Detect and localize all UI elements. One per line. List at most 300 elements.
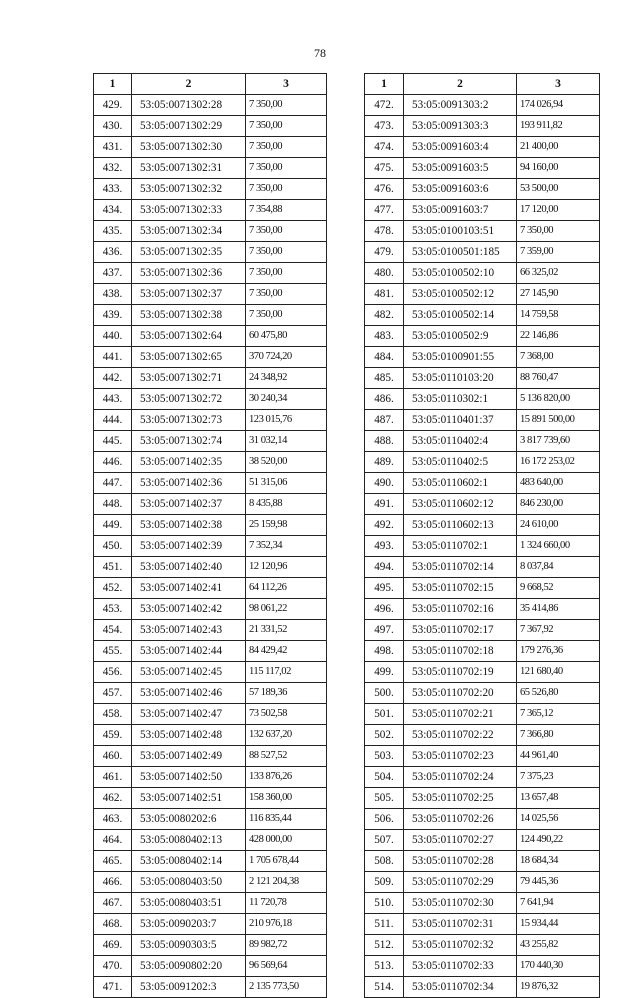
table-row — [365, 452, 600, 473]
table-row — [94, 935, 327, 956]
value-cell: 115 117,02 — [246, 662, 327, 683]
value-cell: 21 400,00 — [517, 137, 600, 158]
value-cell: 96 569,64 — [246, 956, 327, 977]
row-number: 490. — [365, 473, 404, 494]
row-number: 513. — [365, 956, 404, 977]
table-row — [94, 242, 327, 263]
value-cell: 7 350,00 — [246, 242, 327, 263]
value-cell: 7 350,00 — [517, 221, 600, 242]
row-number: 461. — [94, 767, 132, 788]
value-cell: 370 724,20 — [246, 347, 327, 368]
cadastral-number: 53:05:0071302:37 — [132, 284, 246, 305]
table-row — [94, 179, 327, 200]
cadastral-number: 53:05:0071402:47 — [132, 704, 246, 725]
value-cell: 31 032,14 — [246, 431, 327, 452]
value-cell: 88 760,47 — [517, 368, 600, 389]
value-cell: 17 120,00 — [517, 200, 600, 221]
value-cell: 210 976,18 — [246, 914, 327, 935]
table-row — [365, 620, 600, 641]
row-number: 439. — [94, 305, 132, 326]
value-cell: 12 120,96 — [246, 557, 327, 578]
cadastral-number: 53:05:0080403:50 — [132, 872, 246, 893]
cadastral-number: 53:05:0071302:28 — [132, 95, 246, 116]
table-row — [94, 137, 327, 158]
value-cell: 24 610,00 — [517, 515, 600, 536]
cadastral-number: 53:05:0071402:40 — [132, 557, 246, 578]
cadastral-number: 53:05:0100901:55 — [404, 347, 517, 368]
row-number: 479. — [365, 242, 404, 263]
table-row — [365, 830, 600, 851]
value-cell: 25 159,98 — [246, 515, 327, 536]
value-cell: 44 961,40 — [517, 746, 600, 767]
row-number: 478. — [365, 221, 404, 242]
cadastral-number: 53:05:0110702:34 — [404, 977, 517, 998]
row-number: 474. — [365, 137, 404, 158]
value-cell: 14 025,56 — [517, 809, 600, 830]
table-row — [365, 662, 600, 683]
table-row — [365, 851, 600, 872]
value-cell: 89 982,72 — [246, 935, 327, 956]
cadastral-number: 53:05:0110602:13 — [404, 515, 517, 536]
cadastral-number: 53:05:0071402:43 — [132, 620, 246, 641]
table-row — [365, 284, 600, 305]
table-row — [365, 347, 600, 368]
value-cell: 158 360,00 — [246, 788, 327, 809]
value-cell: 7 359,00 — [517, 242, 600, 263]
cadastral-number: 53:05:0110402:4 — [404, 431, 517, 452]
table-row — [94, 263, 327, 284]
cadastral-number: 53:05:0110702:22 — [404, 725, 517, 746]
value-cell: 66 325,02 — [517, 263, 600, 284]
value-cell: 22 146,86 — [517, 326, 600, 347]
row-number: 467. — [94, 893, 132, 914]
value-cell: 64 112,26 — [246, 578, 327, 599]
value-cell: 53 500,00 — [517, 179, 600, 200]
row-number: 486. — [365, 389, 404, 410]
table-row — [94, 977, 327, 998]
value-cell: 2 121 204,38 — [246, 872, 327, 893]
row-number: 469. — [94, 935, 132, 956]
right-table — [364, 73, 600, 998]
value-cell: 7 350,00 — [246, 305, 327, 326]
row-number: 494. — [365, 557, 404, 578]
row-number: 455. — [94, 641, 132, 662]
cadastral-number: 53:05:0090203:7 — [132, 914, 246, 935]
table-row — [365, 704, 600, 725]
cadastral-number: 53:05:0071302:65 — [132, 347, 246, 368]
cadastral-number: 53:05:0110702:19 — [404, 662, 517, 683]
row-number: 436. — [94, 242, 132, 263]
cadastral-number: 53:05:0071302:36 — [132, 263, 246, 284]
cadastral-number: 53:05:0100103:51 — [404, 221, 517, 242]
cadastral-number: 53:05:0110702:32 — [404, 935, 517, 956]
value-cell: 43 255,82 — [517, 935, 600, 956]
table-row — [94, 515, 327, 536]
table-row — [94, 389, 327, 410]
cadastral-number: 53:05:0071302:29 — [132, 116, 246, 137]
value-cell: 24 348,92 — [246, 368, 327, 389]
cadastral-number: 53:05:0071302:72 — [132, 389, 246, 410]
cadastral-number: 53:05:0071302:71 — [132, 368, 246, 389]
value-cell: 8 435,88 — [246, 494, 327, 515]
row-number: 483. — [365, 326, 404, 347]
table-row — [94, 641, 327, 662]
row-number: 440. — [94, 326, 132, 347]
cadastral-number: 53:05:0100502:9 — [404, 326, 517, 347]
table-row — [365, 263, 600, 284]
cadastral-number: 53:05:0110702:31 — [404, 914, 517, 935]
table-header-row — [365, 74, 600, 95]
table-row — [94, 347, 327, 368]
table-row — [94, 95, 327, 116]
row-number: 508. — [365, 851, 404, 872]
row-number: 468. — [94, 914, 132, 935]
table-row — [94, 431, 327, 452]
row-number: 502. — [365, 725, 404, 746]
value-cell: 2 135 773,50 — [246, 977, 327, 998]
row-number: 458. — [94, 704, 132, 725]
row-number: 505. — [365, 788, 404, 809]
value-cell: 9 668,52 — [517, 578, 600, 599]
cadastral-number: 53:05:0080202:6 — [132, 809, 246, 830]
cadastral-number: 53:05:0110702:24 — [404, 767, 517, 788]
table-row — [94, 725, 327, 746]
table-row — [365, 410, 600, 431]
table-row — [94, 578, 327, 599]
cadastral-number: 53:05:0071402:50 — [132, 767, 246, 788]
row-number: 447. — [94, 473, 132, 494]
cadastral-number: 53:05:0110702:17 — [404, 620, 517, 641]
table-row — [365, 893, 600, 914]
cadastral-number: 53:05:0071302:34 — [132, 221, 246, 242]
cadastral-number: 53:05:0110401:37 — [404, 410, 517, 431]
table-row — [94, 599, 327, 620]
cadastral-number: 53:05:0100502:14 — [404, 305, 517, 326]
row-number: 489. — [365, 452, 404, 473]
table-row — [94, 536, 327, 557]
value-cell: 7 354,88 — [246, 200, 327, 221]
value-cell: 21 331,52 — [246, 620, 327, 641]
table-row — [94, 221, 327, 242]
table-row — [94, 851, 327, 872]
value-cell: 73 502,58 — [246, 704, 327, 725]
cadastral-number: 53:05:0100502:12 — [404, 284, 517, 305]
row-number: 487. — [365, 410, 404, 431]
table-row — [365, 683, 600, 704]
row-number: 482. — [365, 305, 404, 326]
row-number: 438. — [94, 284, 132, 305]
row-number: 430. — [94, 116, 132, 137]
column-header-3: 3 — [246, 74, 327, 95]
table-row — [94, 368, 327, 389]
cadastral-number: 53:05:0071402:38 — [132, 515, 246, 536]
row-number: 448. — [94, 494, 132, 515]
left-table — [93, 73, 327, 998]
row-number: 435. — [94, 221, 132, 242]
table-row — [365, 725, 600, 746]
row-number: 511. — [365, 914, 404, 935]
table-row — [365, 158, 600, 179]
table-row — [94, 200, 327, 221]
value-cell: 3 817 739,60 — [517, 431, 600, 452]
cadastral-number: 53:05:0110702:14 — [404, 557, 517, 578]
cadastral-number: 53:05:0071402:35 — [132, 452, 246, 473]
row-number: 446. — [94, 452, 132, 473]
value-cell: 19 876,32 — [517, 977, 600, 998]
table-row — [94, 452, 327, 473]
cadastral-number: 53:05:0071302:31 — [132, 158, 246, 179]
cadastral-number: 53:05:0100501:185 — [404, 242, 517, 263]
table-row — [365, 95, 600, 116]
row-number: 504. — [365, 767, 404, 788]
value-cell: 7 366,80 — [517, 725, 600, 746]
table-row — [94, 704, 327, 725]
cadastral-number: 53:05:0110302:1 — [404, 389, 517, 410]
table-row — [94, 284, 327, 305]
table-row — [94, 620, 327, 641]
table-row — [365, 641, 600, 662]
cadastral-number: 53:05:0110702:29 — [404, 872, 517, 893]
value-cell: 5 136 820,00 — [517, 389, 600, 410]
table-row — [365, 473, 600, 494]
table-row — [94, 872, 327, 893]
left-table-body — [94, 95, 327, 998]
value-cell: 7 350,00 — [246, 137, 327, 158]
cadastral-number: 53:05:0071402:48 — [132, 725, 246, 746]
table-row — [94, 788, 327, 809]
row-number: 466. — [94, 872, 132, 893]
value-cell: 7 350,00 — [246, 158, 327, 179]
cadastral-number: 53:05:0090802:20 — [132, 956, 246, 977]
table-row — [94, 830, 327, 851]
table-row — [94, 557, 327, 578]
column-header-2: 2 — [132, 74, 246, 95]
value-cell: 57 189,36 — [246, 683, 327, 704]
value-cell: 11 720,78 — [246, 893, 327, 914]
table-row — [365, 137, 600, 158]
table-row — [365, 116, 600, 137]
table-row — [365, 557, 600, 578]
value-cell: 1 324 660,00 — [517, 536, 600, 557]
value-cell: 18 684,34 — [517, 851, 600, 872]
table-row — [94, 494, 327, 515]
table-row — [365, 494, 600, 515]
value-cell: 51 315,06 — [246, 473, 327, 494]
cadastral-number: 53:05:0071302:30 — [132, 137, 246, 158]
row-number: 507. — [365, 830, 404, 851]
cadastral-number: 53:05:0110702:33 — [404, 956, 517, 977]
row-number: 444. — [94, 410, 132, 431]
row-number: 429. — [94, 95, 132, 116]
value-cell: 7 350,00 — [246, 116, 327, 137]
cadastral-number: 53:05:0091202:3 — [132, 977, 246, 998]
cadastral-number: 53:05:0071402:42 — [132, 599, 246, 620]
value-cell: 7 367,92 — [517, 620, 600, 641]
row-number: 434. — [94, 200, 132, 221]
table-row — [94, 746, 327, 767]
value-cell: 1 705 678,44 — [246, 851, 327, 872]
value-cell: 123 015,76 — [246, 410, 327, 431]
value-cell: 7 368,00 — [517, 347, 600, 368]
table-row — [94, 767, 327, 788]
value-cell: 193 911,82 — [517, 116, 600, 137]
cadastral-number: 53:05:0071402:46 — [132, 683, 246, 704]
table-row — [365, 305, 600, 326]
table-row — [365, 788, 600, 809]
value-cell: 174 026,94 — [517, 95, 600, 116]
row-number: 506. — [365, 809, 404, 830]
cadastral-number: 53:05:0071302:74 — [132, 431, 246, 452]
value-cell: 35 414,86 — [517, 599, 600, 620]
table-row — [365, 935, 600, 956]
cadastral-number: 53:05:0091303:3 — [404, 116, 517, 137]
row-number: 449. — [94, 515, 132, 536]
cadastral-number: 53:05:0091603:4 — [404, 137, 517, 158]
table-row — [365, 431, 600, 452]
value-cell: 170 440,30 — [517, 956, 600, 977]
row-number: 496. — [365, 599, 404, 620]
value-cell: 124 490,22 — [517, 830, 600, 851]
row-number: 442. — [94, 368, 132, 389]
cadastral-number: 53:05:0110702:20 — [404, 683, 517, 704]
value-cell: 38 520,00 — [246, 452, 327, 473]
row-number: 445. — [94, 431, 132, 452]
page-number: 78 — [314, 46, 326, 60]
cadastral-number: 53:05:0080402:14 — [132, 851, 246, 872]
cadastral-number: 53:05:0110103:20 — [404, 368, 517, 389]
value-cell: 60 475,80 — [246, 326, 327, 347]
cadastral-number: 53:05:0110702:21 — [404, 704, 517, 725]
value-cell: 94 160,00 — [517, 158, 600, 179]
cadastral-number: 53:05:0110602:1 — [404, 473, 517, 494]
cadastral-number: 53:05:0071302:33 — [132, 200, 246, 221]
value-cell: 7 350,00 — [246, 263, 327, 284]
value-cell: 7 350,00 — [246, 95, 327, 116]
row-number: 485. — [365, 368, 404, 389]
table-row — [365, 515, 600, 536]
row-number: 472. — [365, 95, 404, 116]
row-number: 477. — [365, 200, 404, 221]
row-number: 512. — [365, 935, 404, 956]
cadastral-number: 53:05:0080402:13 — [132, 830, 246, 851]
row-number: 471. — [94, 977, 132, 998]
row-number: 495. — [365, 578, 404, 599]
row-number: 501. — [365, 704, 404, 725]
value-cell: 7 350,00 — [246, 221, 327, 242]
row-number: 453. — [94, 599, 132, 620]
row-number: 432. — [94, 158, 132, 179]
value-cell: 27 145,90 — [517, 284, 600, 305]
cadastral-number: 53:05:0091303:2 — [404, 95, 517, 116]
value-cell: 179 276,36 — [517, 641, 600, 662]
table-row — [365, 389, 600, 410]
row-number: 452. — [94, 578, 132, 599]
row-number: 500. — [365, 683, 404, 704]
row-number: 463. — [94, 809, 132, 830]
value-cell: 15 934,44 — [517, 914, 600, 935]
row-number: 465. — [94, 851, 132, 872]
table-row — [94, 305, 327, 326]
row-number: 456. — [94, 662, 132, 683]
table-row — [365, 242, 600, 263]
column-header-1: 1 — [365, 74, 404, 95]
value-cell: 16 172 253,02 — [517, 452, 600, 473]
value-cell: 7 350,00 — [246, 179, 327, 200]
cadastral-number: 53:05:0110702:28 — [404, 851, 517, 872]
table-header-row — [94, 74, 327, 95]
cadastral-number: 53:05:0071302:38 — [132, 305, 246, 326]
table-row — [365, 179, 600, 200]
table-row — [365, 368, 600, 389]
value-cell: 79 445,36 — [517, 872, 600, 893]
cadastral-number: 53:05:0071302:35 — [132, 242, 246, 263]
row-number: 450. — [94, 536, 132, 557]
row-number: 476. — [365, 179, 404, 200]
value-cell: 88 527,52 — [246, 746, 327, 767]
table-row — [94, 410, 327, 431]
cadastral-number: 53:05:0110702:27 — [404, 830, 517, 851]
row-number: 492. — [365, 515, 404, 536]
table-row — [365, 200, 600, 221]
cadastral-number: 53:05:0110702:25 — [404, 788, 517, 809]
row-number: 459. — [94, 725, 132, 746]
cadastral-number: 53:05:0110702:26 — [404, 809, 517, 830]
cadastral-number: 53:05:0071402:49 — [132, 746, 246, 767]
row-number: 437. — [94, 263, 132, 284]
row-number: 503. — [365, 746, 404, 767]
cadastral-number: 53:05:0091603:5 — [404, 158, 517, 179]
cadastral-number: 53:05:0110702:16 — [404, 599, 517, 620]
cadastral-number: 53:05:0090303:5 — [132, 935, 246, 956]
cadastral-number: 53:05:0091603:6 — [404, 179, 517, 200]
value-cell: 98 061,22 — [246, 599, 327, 620]
row-number: 454. — [94, 620, 132, 641]
cadastral-number: 53:05:0110602:12 — [404, 494, 517, 515]
table-row — [365, 326, 600, 347]
table-row — [94, 914, 327, 935]
cadastral-number: 53:05:0071402:37 — [132, 494, 246, 515]
row-number: 499. — [365, 662, 404, 683]
row-number: 462. — [94, 788, 132, 809]
table-row — [94, 893, 327, 914]
table-row — [365, 914, 600, 935]
cadastral-number: 53:05:0110702:1 — [404, 536, 517, 557]
value-cell: 7 365,12 — [517, 704, 600, 725]
cadastral-number: 53:05:0071402:51 — [132, 788, 246, 809]
row-number: 475. — [365, 158, 404, 179]
cadastral-number: 53:05:0071302:73 — [132, 410, 246, 431]
row-number: 451. — [94, 557, 132, 578]
table-row — [365, 956, 600, 977]
column-header-2: 2 — [404, 74, 517, 95]
cadastral-number: 53:05:0071402:45 — [132, 662, 246, 683]
table-row — [365, 809, 600, 830]
table-row — [94, 158, 327, 179]
value-cell: 133 876,26 — [246, 767, 327, 788]
cadastral-number: 53:05:0110702:23 — [404, 746, 517, 767]
row-number: 497. — [365, 620, 404, 641]
cadastral-number: 53:05:0110402:5 — [404, 452, 517, 473]
row-number: 509. — [365, 872, 404, 893]
row-number: 491. — [365, 494, 404, 515]
row-number: 470. — [94, 956, 132, 977]
cadastral-number: 53:05:0071402:44 — [132, 641, 246, 662]
value-cell: 7 375,23 — [517, 767, 600, 788]
value-cell: 13 657,48 — [517, 788, 600, 809]
cadastral-number: 53:05:0071402:36 — [132, 473, 246, 494]
row-number: 493. — [365, 536, 404, 557]
table-row — [365, 746, 600, 767]
